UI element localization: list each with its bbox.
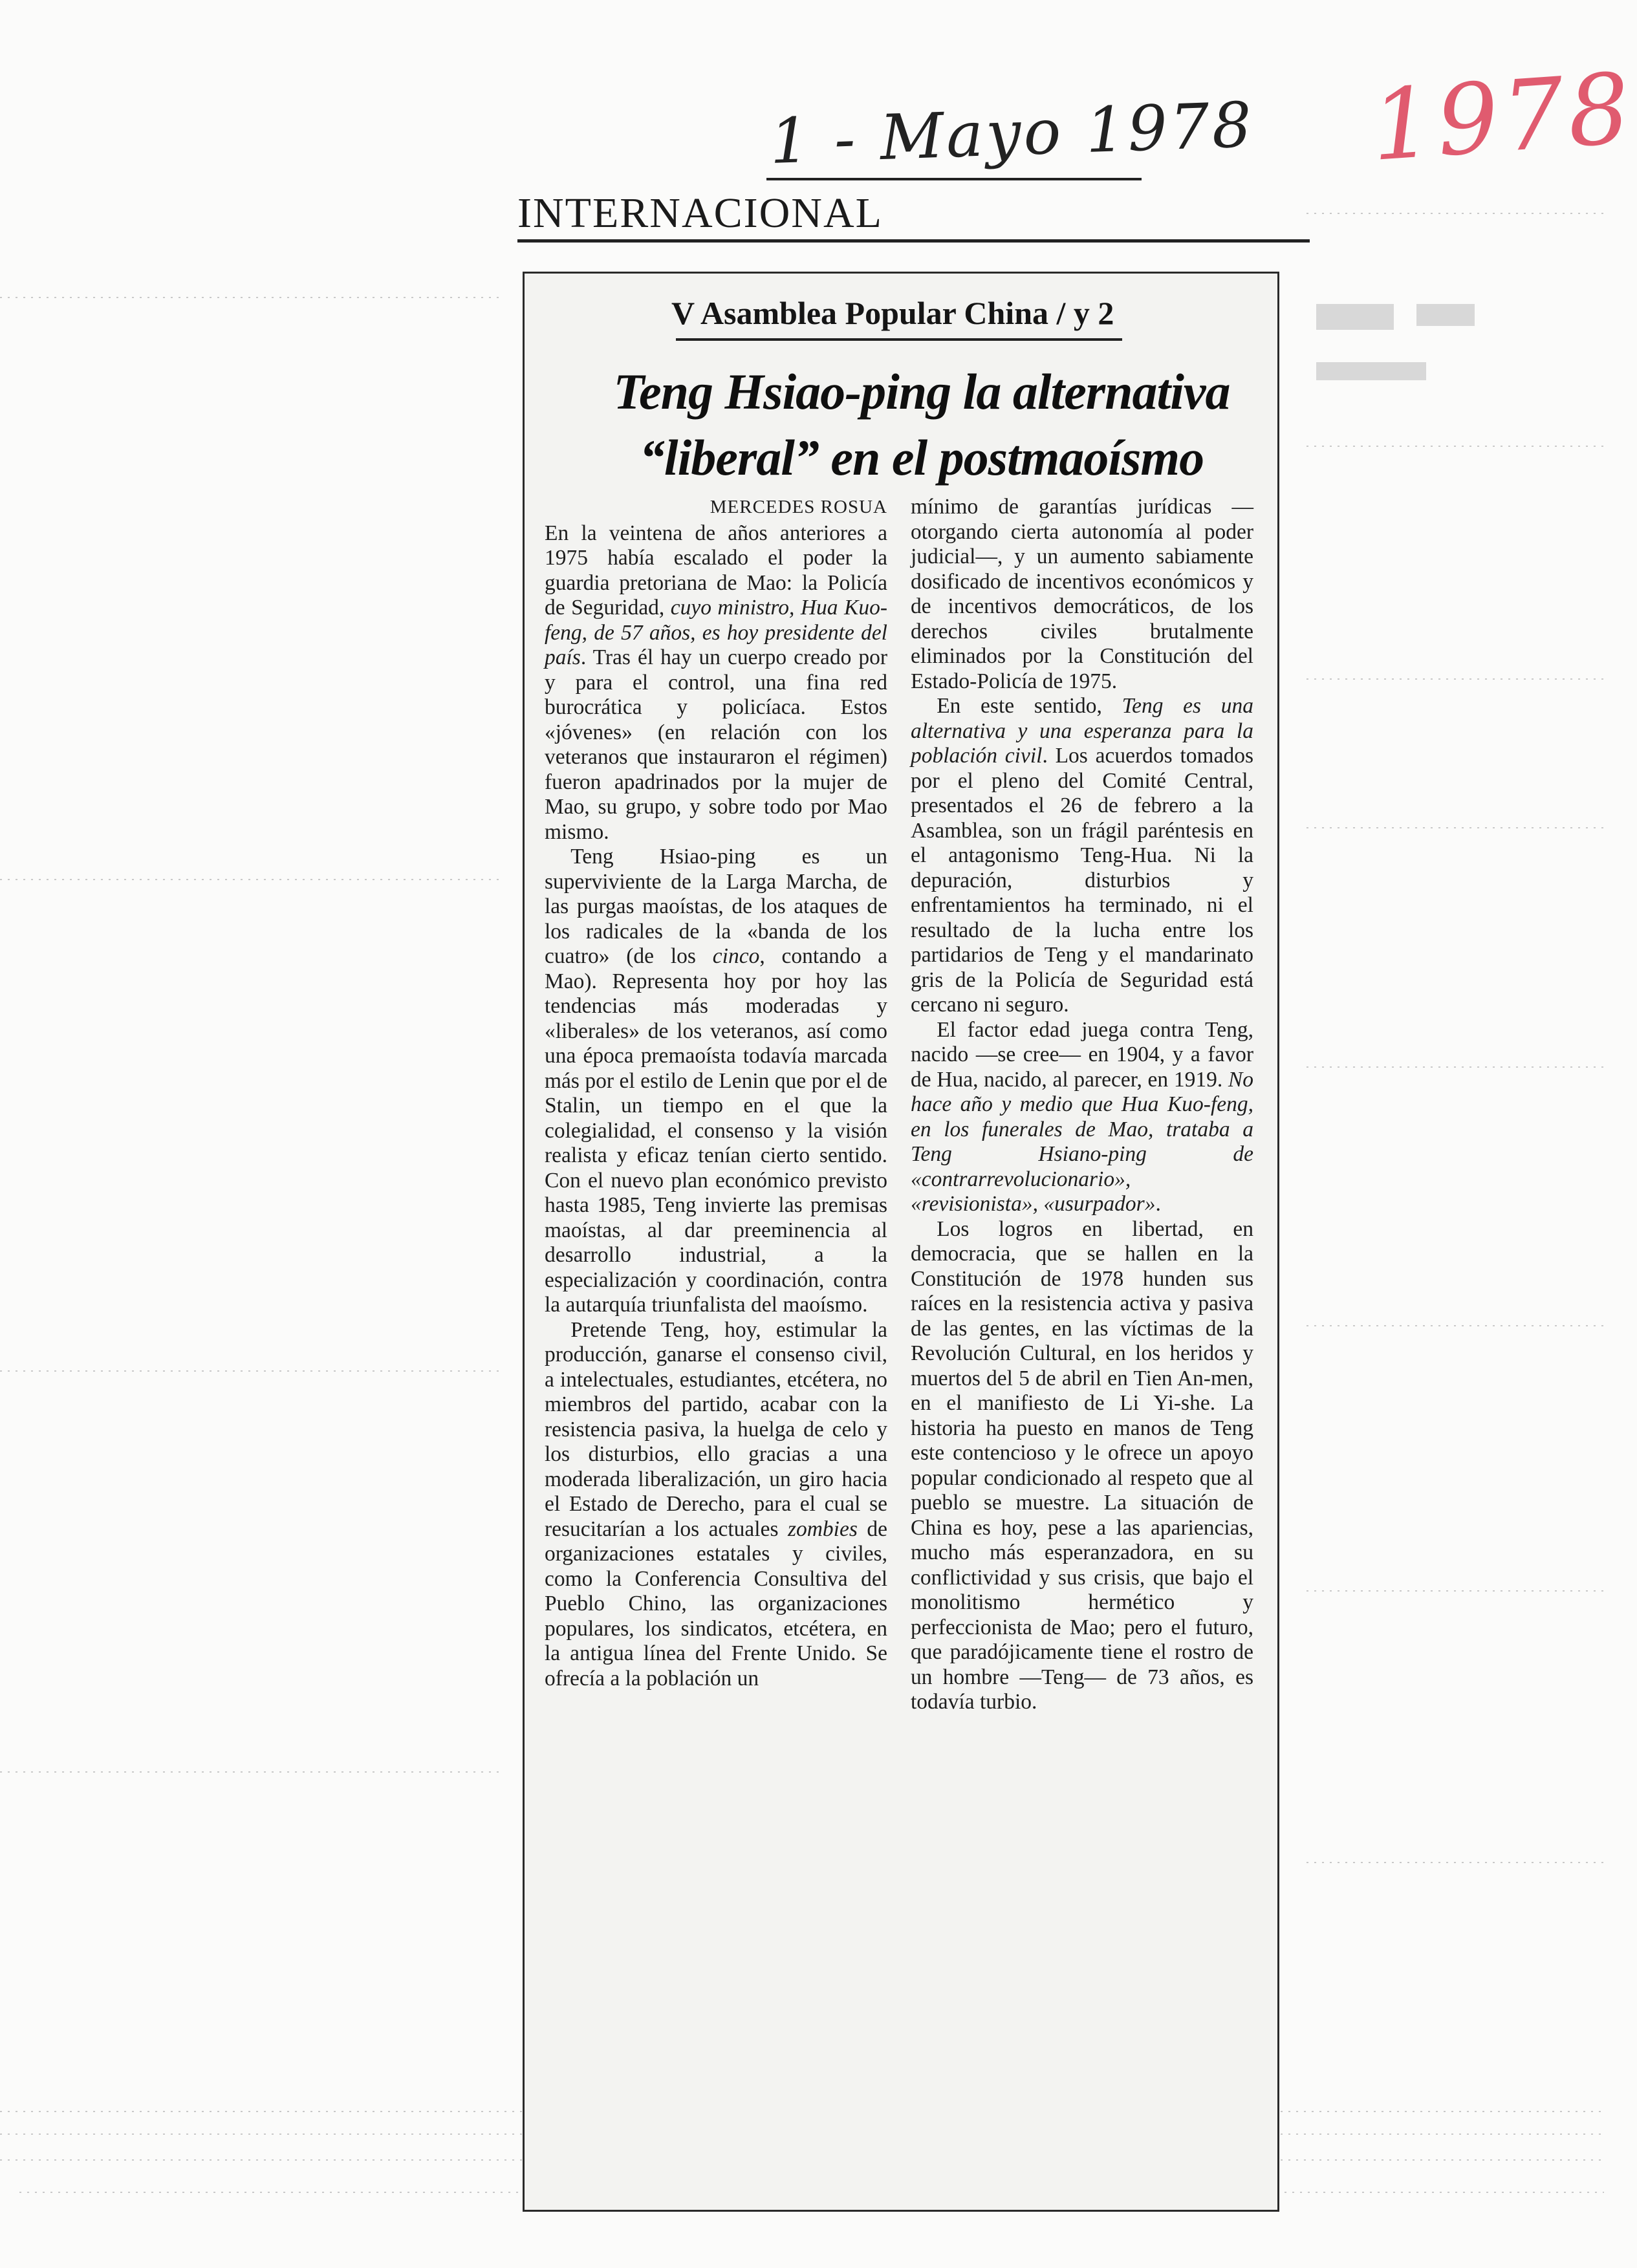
kicker-rule <box>676 338 1122 341</box>
article-column-right <box>911 495 1253 1715</box>
paragraph: En la veintena de años anteriores a 1975 había escalado el poder la guardia pretoriana de Mao: la Policía de Seguridad, cuyo ministro, Hua Kuo-feng, de 57 años, es hoy presidente del país. Tras él hay un cuerpo creado por y para el control, una fina red burocrática y policíaca. Estos «jóvenes» (en relación con los veteranos que instauraron el régimen) fueron apadrinados por la mujer de Mao, su grupo, y sobre todo por Mao mismo. <box>545 521 887 844</box>
paragraph: Los logros en libertad, en democracia, que se hallen en la Constitución de 1978 hunden sus raíces en la resistencia activa y pasiva de las gentes, en las víctimas de la Revolución Cultural, en los heridos y muertos del 5 de abril en Tien An-men, en el manifiesto de Li Yi-she. La historia ha puesto en manos de Teng este contencioso y le ofrece un apoyo popular condicionado al respeto que al pueblo se muestre. La situación de China es hoy, pese a las apariencias, mucho más esperanzadora, en su conflictividad y sus crisis, que bajo el monolitismo hermético y perfeccionista de Mao; pero el futuro, que paradójicamente tiene el rostro de un hombre —Teng— de 73 años, es todavía turbio. <box>911 1216 1253 1714</box>
section-title: INTERNACIONAL <box>517 189 883 237</box>
paragraph: Pretende Teng, hoy, estimular la producción, ganarse el consenso civil, a intelectuales, estudiantes, etcétera, no miembros del partido, acabar con la resistencia pasiva, la huelga de celo y los disturbios, ello gracias a una moderada liberalización, un giro hacia el Estado de Derecho, para el cual se resucitarían a los actuales zombies de organizaciones estatales y civiles, como la Conferencia Consultiva del Pueblo Chino, las organizaciones populares, los sindicatos, etcétera, en la antigua línea del Frente Unido. Se ofrecía a la población un <box>545 1317 887 1690</box>
article-column-left <box>545 495 887 1691</box>
byline: MERCEDES ROSUA <box>710 497 887 517</box>
paragraph: El factor edad juega contra Teng, nacido —se cree— en 1904, y a favor de Hua, nacido, al parecer, en 1919. No hace año y medio que Hua Kuo-feng, en los funerales de Mao, trataba a Teng Hsiano-ping de «contrarrevolucionario», «revisionista», «usurpador». <box>911 1017 1253 1216</box>
headline-line-2: “liberal” en el postmaoísmo <box>639 429 1204 486</box>
paragraph: Teng Hsiao-ping es un superviviente de la Larga Marcha, de las purgas maoístas, de los ataques de los radicales de la «banda de los cuatro» (de los cinco, contando a Mao). Representa hoy por hoy las tendencias más moderadas y «liberales» de los veteranos, así como una época premaoísta todavía marcada más por el estilo de Lenin que por el de Stalin, un tiempo en el que la colegialidad, el consenso y la visión realista y eficaz tenían cierto sentido. Con el nuevo plan económico previsto hasta 1985, Teng invierte las premisas maoístas, al dar preeminencia al desarrollo industrial, a la especialización y coordinación, contra la autarquía triunfalista del maoísmo. <box>545 845 887 1317</box>
handwritten-year-annotation: 1978 <box>1367 52 1637 183</box>
handwritten-date: 1 - Mayo 1978 <box>768 88 1255 178</box>
article-kicker: V Asamblea Popular China / y 2 <box>671 295 1114 331</box>
article-headline <box>563 359 1281 491</box>
handwritten-date-underline <box>766 178 1142 180</box>
section-rule <box>517 239 1310 243</box>
paragraph: mínimo de garantías jurídicas —otorgando cierta autonomía al poder judicial—, y un aumento sabiamente dosificado de incentivos económicos y de incentivos democráticos, de los derechos civiles brutalmente eliminados por la Constitución del Estado-Policía de 1975. <box>911 495 1253 693</box>
headline-line-1: Teng Hsiao-ping la alternativa <box>613 363 1230 420</box>
paragraph: En este sentido, Teng es una alternativa y una esperanza para la población civil. Los acuerdos tomados por el pleno del Comité Central, presentados el 26 de febrero a la Asamblea, son un frágil paréntesis en el antagonismo Teng-Hua. Ni la depuración, disturbios y enfrentamientos ha terminado, ni el resultado de la lucha entre los partidarios de Teng y el mandarinato gris de la Policía de Seguridad está cercano ni seguro. <box>911 694 1253 1017</box>
